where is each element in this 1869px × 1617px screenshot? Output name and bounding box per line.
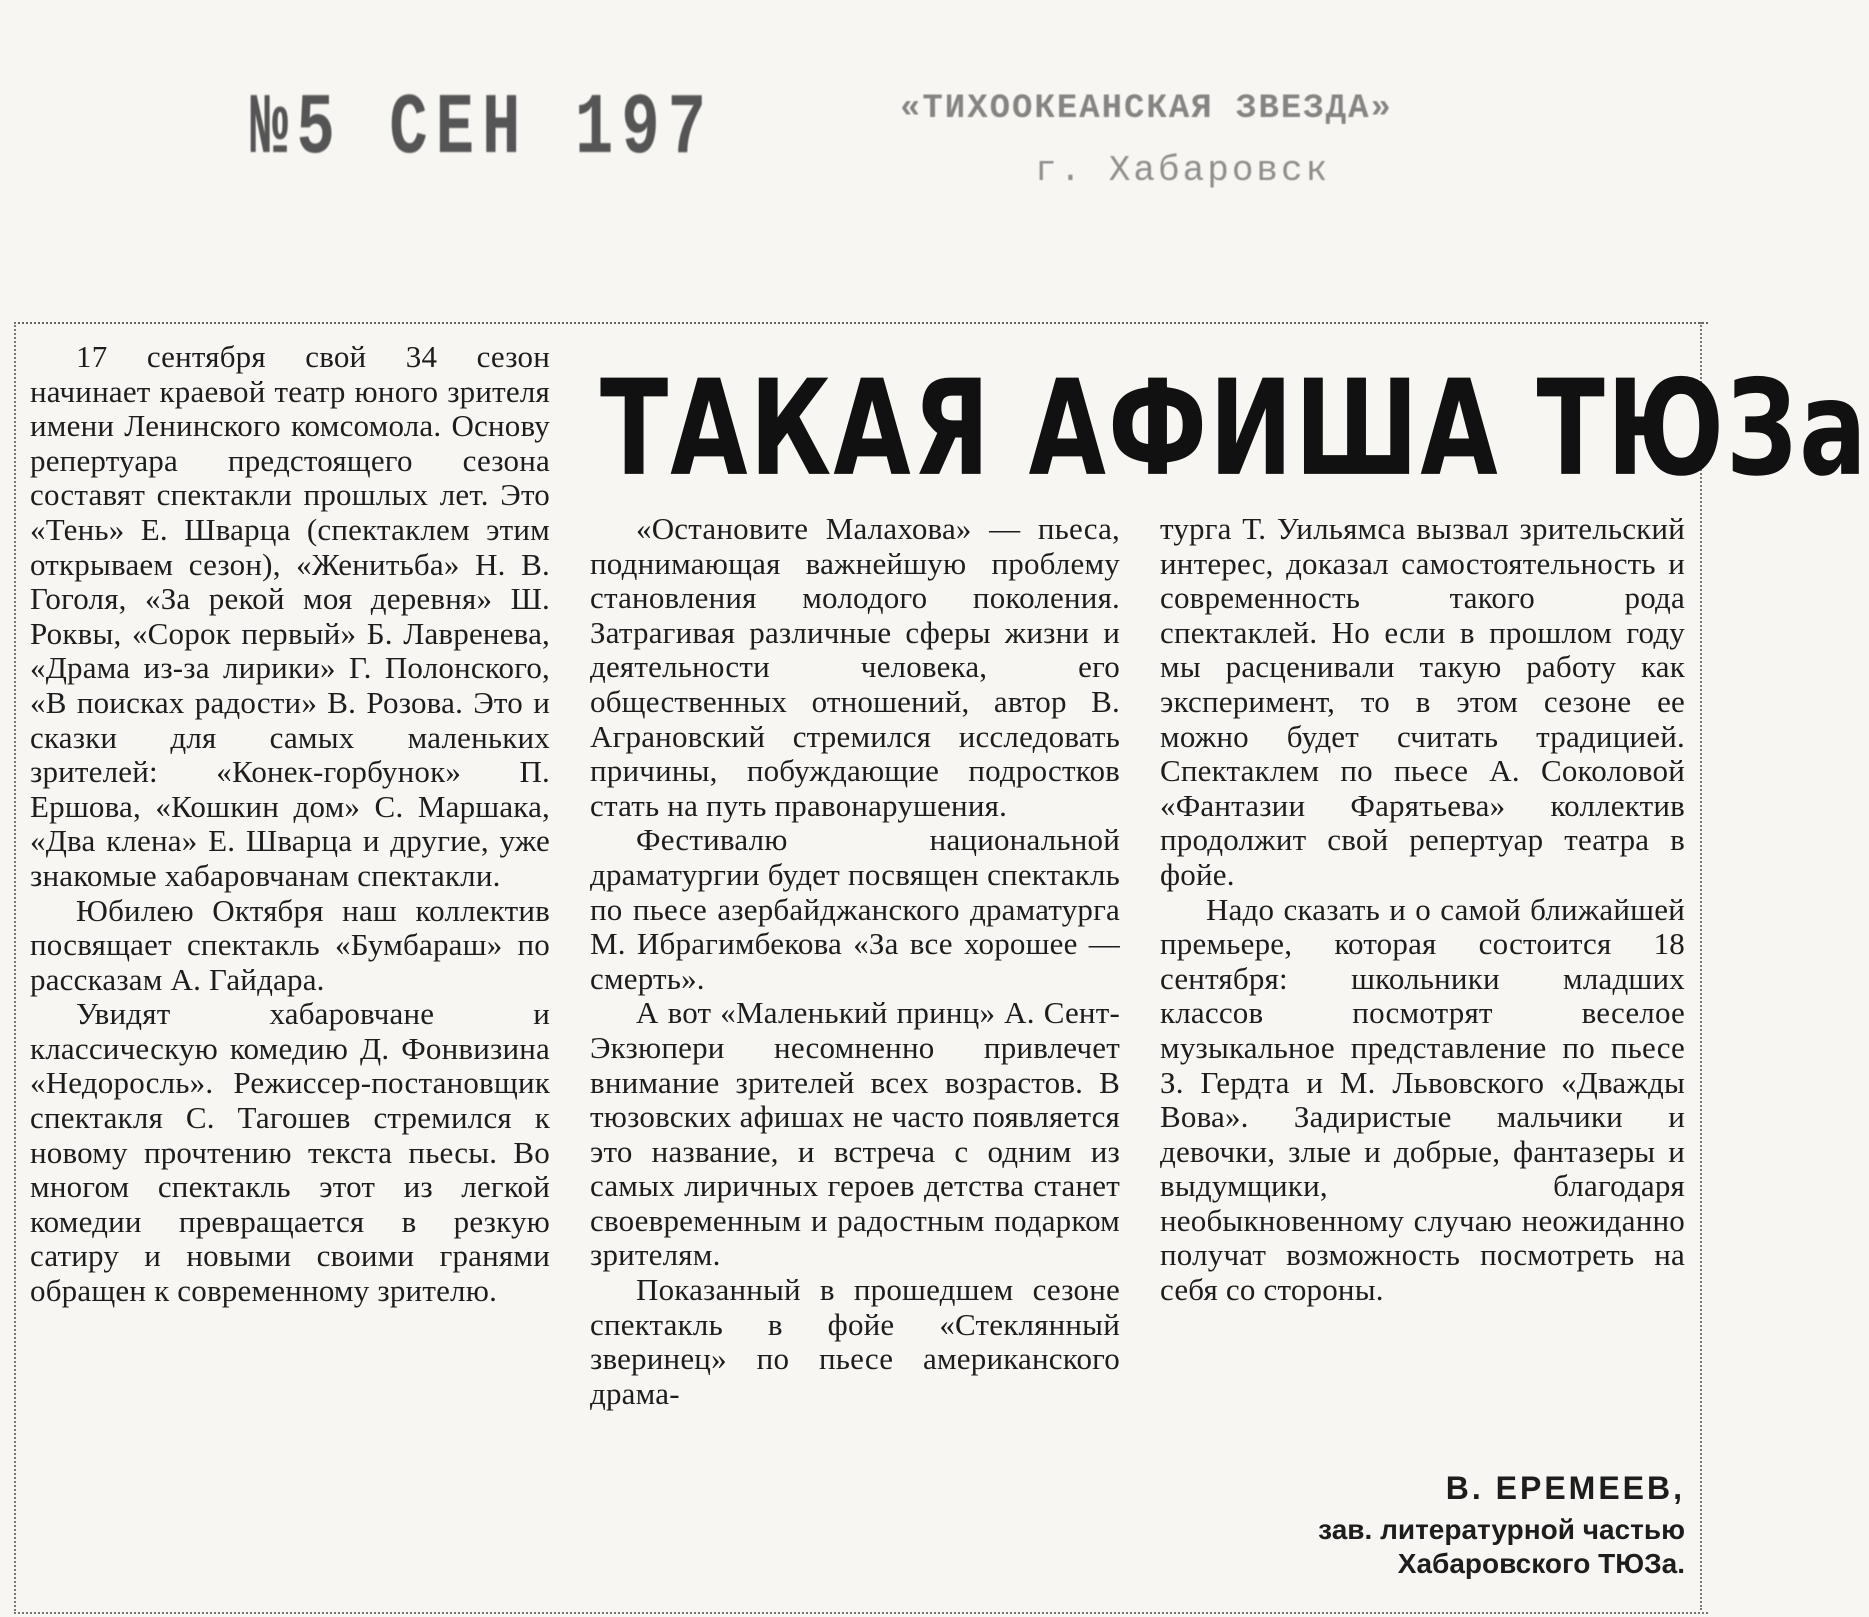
author-signature [1160, 1470, 1685, 1581]
paragraph: «Остановите Малахова» — пьеса, поднимающая важнейшую проблему становления молодого поколения. Затрагивая различные сферы жизни и деятельности человека, его общественных отношений, автор В. Аграновский стремился исследовать причины, побуждающие подростков стать на путь правонарушения. [590, 511, 1120, 823]
paragraph: Увидят хабаровчане и классическую комедию Д. Фонвизина «Недоросль». Режиссер-постановщик спектакля С. Тагошев стремился к новому прочтению текста пьесы. Во многом спектакль этот из легкой комедии превращается в резкую сатиру и новыми своими гранями обращен к современному зрителю. [30, 996, 550, 1309]
paragraph: Юбилею Октября наш коллектив посвящает спектакль «Бумбараш» по рассказам А. Гайдара. [30, 892, 550, 997]
author-organization: Хабаровского ТЮЗа. [1397, 1548, 1685, 1579]
author-title: зав. литературной частью [1318, 1514, 1685, 1545]
article-headline: ТАКАЯ АФИША ТЮЗа [600, 351, 1869, 506]
author-name: В. ЕРЕМЕЕВ, [1445, 1470, 1685, 1506]
article-column-2 [590, 512, 1120, 1411]
paragraph: 17 сентября свой 34 сезон начинает краевой театр юного зрителя имени Ленинского комсомола. Основу репертуара предстоящего сезона составят спектакли прошлых лет. Это «Тень» Е. Шварца (спектаклем этим открываем сезон), «Женитьба» Н. В. Гоголя, «За рекой моя деревня» Ш. Роквы, «Сорок первый» Б. Лавренева, «Драма из-за лирики» Г. Полонского, «В поисках радости» В. Розова. Это и сказки для самых маленьких зрителей: «Конек-горбунок» П. Ершова, «Кошкин дом» С. Маршака, «Два клена» Е. Шварца и другие, уже знакомые хабаровчанам спектакли. [30, 339, 550, 893]
date-stamp: №5 СЕН 197 [250, 82, 715, 180]
city-stamp: г. Хабаровск [1035, 150, 1331, 191]
paragraph: А вот «Маленький принц» А. Сент-Экзюпери несомненно привлечет внимание зрителей всех возрастов. В тюзовских афишах не часто появляется это название, и встреча с одним из самых лиричных героев детства станет своевременным и радостным подарком зрителям. [590, 995, 1120, 1273]
paragraph: Показанный в прошедшем сезоне спектакль в фойе «Стеклянный зверинец» по пьесе американского драма- [590, 1272, 1120, 1411]
paragraph: Фестивалю национальной драматургии будет посвящен спектакль по пьесе азербайджанского драматурга М. Ибрагимбекова «За все хорошее — смерть». [590, 822, 1120, 996]
paragraph: турга Т. Уильямса вызвал зрительский интерес, доказал самостоятельность и современность такого рода спектаклей. Но если в прошлом году мы расценивали такую работу как эксперимент, то в этом сезоне ее можно будет считать традицией. Спектаклем по пьесе А. Соколовой «Фантазии Фарятьева» коллектив продолжит свой репертуар театра в фойе. [1160, 511, 1685, 892]
paragraph: Надо сказать и о самой ближайшей премьере, которая состоится 18 сентября: школьники младших классов посмотрят веселое музыкальное представление по пьесе З. Гердта и М. Львовского «Дважды Вова». Задиристые мальчики и девочки, злые и добрые, фантазеры и выдумщики, благодаря необыкновенному случаю неожиданно получат возможность посмотреть на себя со стороны. [1160, 891, 1685, 1308]
clipping-cut-edge [1700, 322, 1702, 1610]
article-column-3 [1160, 512, 1685, 1308]
newspaper-name-stamp: «ТИХООКЕАНСКАЯ ЗВЕЗДА» [900, 90, 1393, 128]
article-column-1 [30, 340, 550, 1309]
